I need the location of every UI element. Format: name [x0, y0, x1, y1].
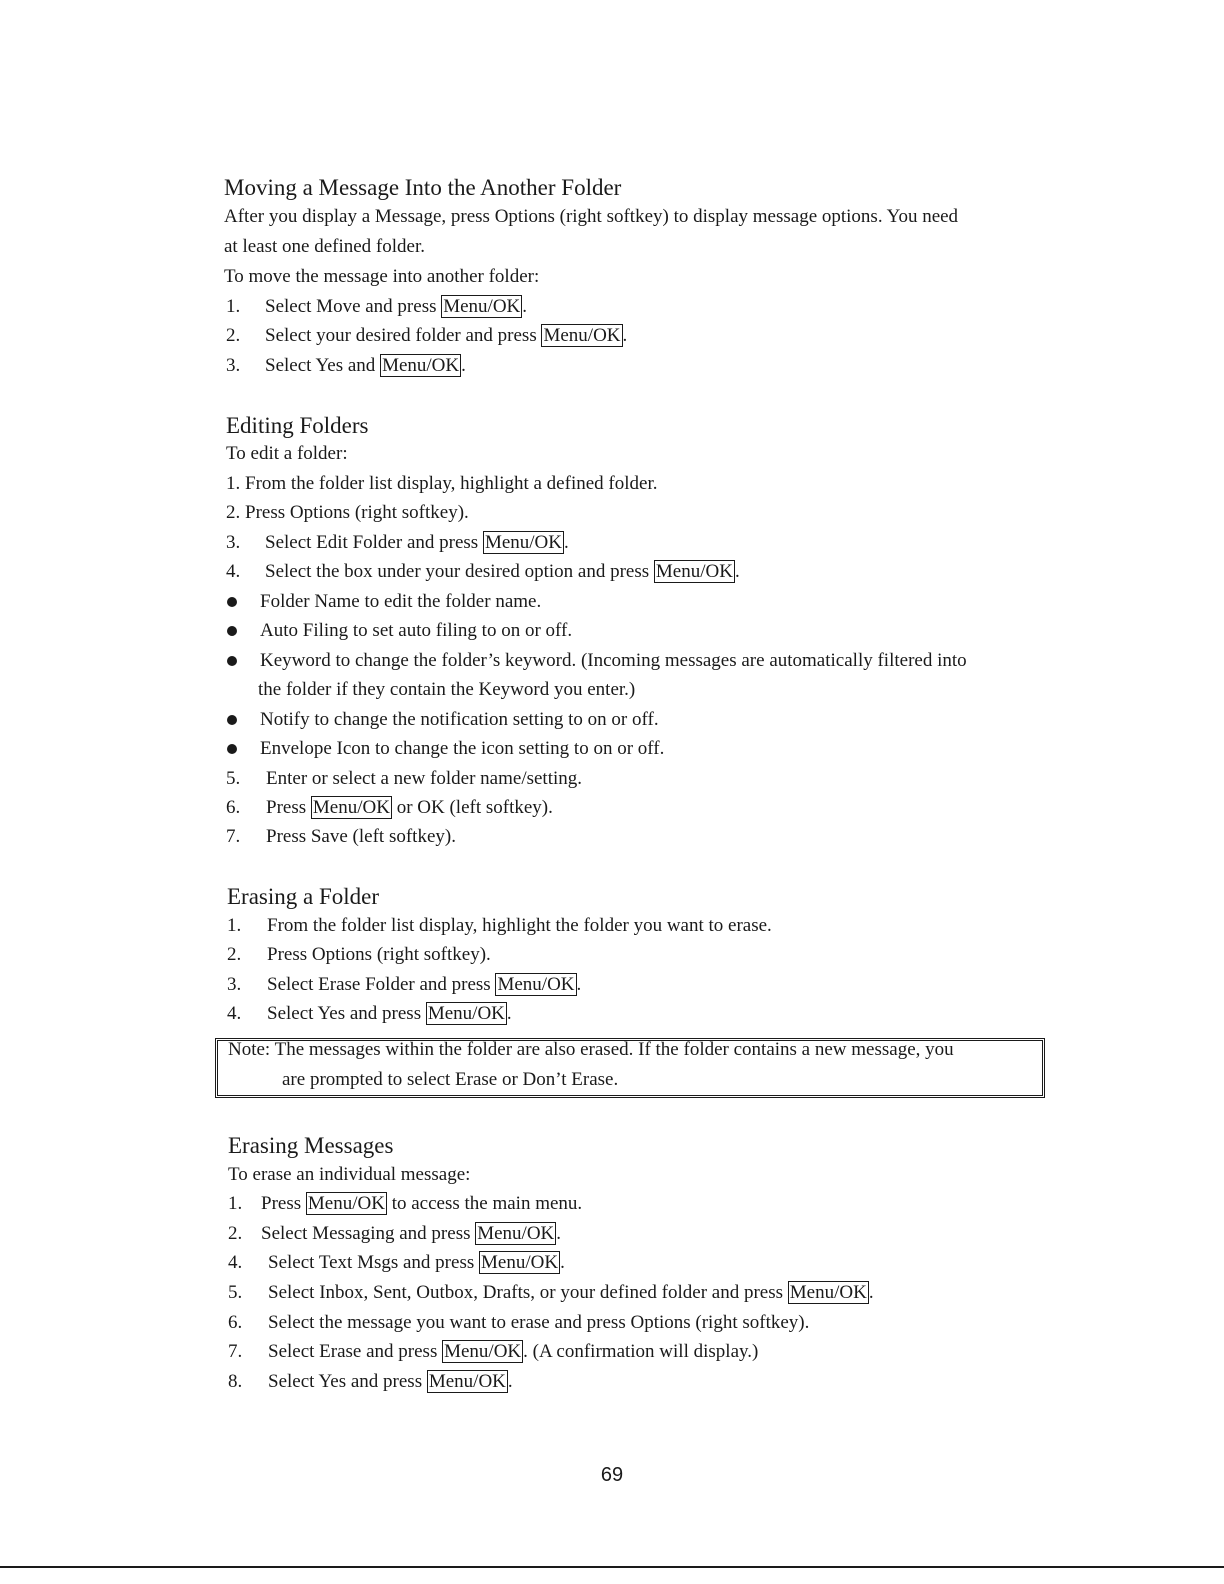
step-text: Select Yes and press [267, 1003, 426, 1024]
erase-msg-lead: To erase an individual message: [228, 1164, 471, 1185]
section-title-erasing-messages: Erasing Messages [228, 1133, 394, 1158]
menu-ok-key: Menu/OK [444, 1341, 522, 1362]
editing-step-5: Enter or select a new folder name/setting. [266, 768, 583, 789]
step-text: . (A confirmation will display.) [523, 1341, 759, 1362]
step-text: Select Yes and press [268, 1371, 427, 1392]
moving-intro-line1 [224, 204, 958, 230]
period: . [461, 355, 466, 376]
step-number: 3. [226, 355, 241, 376]
moving-intro-line2: at least one defined folder. [224, 236, 426, 257]
intro-text: After you display a Message, press [224, 206, 495, 227]
moving-lead: To move the message into another folder: [224, 266, 540, 287]
footer-rule [0, 1566, 1224, 1568]
step-number: 6. [226, 797, 241, 818]
step-number: 8. [228, 1371, 243, 1392]
period: . [560, 1252, 565, 1273]
step-number: 3. [227, 974, 242, 995]
menu-ok-key: Menu/OK [477, 1223, 555, 1244]
step-text: Press [267, 944, 312, 965]
folder-names: Inbox, Sent, Outbox, Drafts, [319, 1282, 536, 1303]
menu-ok-key: Menu/OK [307, 1193, 385, 1214]
editing-bullet-folder-name: Folder Name to edit the folder name. [260, 591, 542, 612]
editing-bullet-keyword-cont: the folder if they contain the Keyword you enter.) [258, 679, 636, 700]
bullet-icon [227, 597, 237, 607]
options-term: Options [311, 944, 373, 965]
erase-msg-step-1 [261, 1191, 582, 1217]
period: . [556, 1223, 562, 1244]
erase-folder-step-2 [267, 942, 491, 968]
bullet-icon [227, 744, 237, 754]
step-number: 2. [228, 1223, 243, 1244]
step-number: 2. [227, 944, 242, 965]
section-title-moving: Moving a Message Into the Another Folder [224, 175, 622, 200]
step-number: 2. [226, 325, 241, 346]
note-line-1: Note: The messages within the folder are also erased. If the folder contains a new message, you [228, 1039, 954, 1060]
editing-step-7: Press Save (left softkey). [266, 826, 456, 847]
menu-ok-key: Menu/OK [428, 1371, 506, 1392]
step-number: 4. [226, 561, 241, 582]
erase-folder-step-4 [267, 1001, 512, 1027]
section-title-erasing-folder: Erasing a Folder [227, 884, 380, 909]
erase-msg-step-6 [268, 1310, 809, 1336]
erase-msg-step-4 [268, 1250, 565, 1276]
step-text: Select Edit Folder and press [265, 532, 483, 553]
menu-ok-key: Menu/OK [481, 1252, 559, 1273]
period: . [576, 974, 582, 995]
erase-folder-step-3 [267, 972, 581, 998]
editing-lead: To edit a folder: [226, 443, 348, 464]
step-text: 2. Press [226, 502, 290, 523]
step-number: 7. [228, 1341, 243, 1362]
step-text: Select Text Msgs and press [268, 1252, 479, 1273]
menu-ok-key: Menu/OK [443, 296, 521, 317]
note-line-2: are prompted to select Erase or Don’t Erase. [282, 1069, 619, 1090]
options-term: Options [494, 206, 555, 227]
step-text: Select Move and press [265, 296, 442, 317]
step-text: Select [268, 1282, 320, 1303]
period: . [622, 325, 628, 346]
step-text: Select Messaging and press [261, 1223, 476, 1244]
period: . [564, 532, 569, 553]
section-title-editing: Editing Folders [226, 413, 369, 438]
step-number: 4. [227, 1003, 242, 1024]
menu-ok-key: Menu/OK [789, 1282, 867, 1303]
erase-folder-step-1: From the folder list display, highlight the folder you want to erase. [267, 915, 772, 936]
moving-step-2 [265, 323, 627, 349]
step-text: Press [261, 1193, 306, 1214]
step-text: Select your desired folder and press [265, 325, 542, 346]
step-text: or your defined folder and press [535, 1282, 788, 1303]
step-text: (right softkey). [372, 944, 491, 965]
editing-step-4 [265, 559, 740, 585]
period: . [522, 296, 528, 317]
moving-step-1 [265, 294, 527, 320]
step-text: Select Yes and [265, 355, 381, 376]
step-text: to access the main menu. [386, 1193, 583, 1214]
step-text: Select Erase Folder and press [267, 974, 496, 995]
editing-bullet-notify: Notify to change the notification setting to on or off. [260, 709, 659, 730]
step-number: 5. [226, 768, 241, 789]
step-text: or OK (left softkey). [391, 797, 553, 818]
options-term: Options [630, 1312, 691, 1333]
bullet-icon [227, 656, 237, 666]
menu-ok-key: Menu/OK [497, 974, 575, 995]
moving-step-3 [265, 353, 466, 379]
page-number: 69 [600, 1464, 624, 1486]
step-number: 4. [228, 1252, 243, 1273]
step-text: Select the box under your desired option and press [265, 561, 654, 582]
intro-text: (right softkey) to display message options. You need [554, 206, 959, 227]
step-number: 3. [226, 532, 241, 553]
editing-bullet-envelope-icon: Envelope Icon to change the icon setting to on or off. [260, 738, 665, 759]
editing-step-3 [265, 530, 569, 556]
step-number: 1. [228, 1193, 243, 1214]
editing-step-1: 1. From the folder list display, highlight a defined folder. [226, 473, 658, 494]
menu-ok-key: Menu/OK [655, 561, 733, 582]
step-number: 1. [226, 296, 241, 317]
bullet-icon [227, 626, 237, 636]
step-text: Press [266, 797, 311, 818]
period: . [507, 1371, 513, 1392]
step-number: 7. [226, 826, 241, 847]
step-text: Select the message you want to erase and press [268, 1312, 631, 1333]
bullet-icon [227, 715, 237, 725]
step-number: 6. [228, 1312, 243, 1333]
options-term: Options [289, 502, 351, 523]
erase-msg-step-7 [268, 1339, 758, 1365]
step-text: (right softkey). [690, 1312, 810, 1333]
menu-ok-key: Menu/OK [484, 532, 562, 553]
period: . [868, 1282, 874, 1303]
menu-ok-key: Menu/OK [543, 325, 621, 346]
editing-bullet-auto-filing: Auto Filing to set auto filing to on or off. [260, 620, 573, 641]
menu-ok-key: Menu/OK [312, 797, 390, 818]
step-number: 5. [228, 1282, 243, 1303]
period: . [506, 1003, 512, 1024]
menu-ok-key: Menu/OK [427, 1003, 505, 1024]
editing-step-6 [266, 795, 553, 821]
erase-msg-step-2 [261, 1221, 561, 1247]
step-text: Select Erase and press [268, 1341, 443, 1362]
erase-msg-step-8 [268, 1369, 513, 1395]
period: . [734, 561, 740, 582]
menu-ok-key: Menu/OK [382, 355, 460, 376]
editing-bullet-keyword: Keyword to change the folder’s keyword. (Incoming messages are automatically filtered into [260, 650, 967, 671]
erase-msg-step-5 [268, 1280, 874, 1306]
step-text: (right softkey). [350, 502, 469, 523]
step-number: 1. [227, 915, 242, 936]
editing-step-2 [226, 500, 469, 526]
